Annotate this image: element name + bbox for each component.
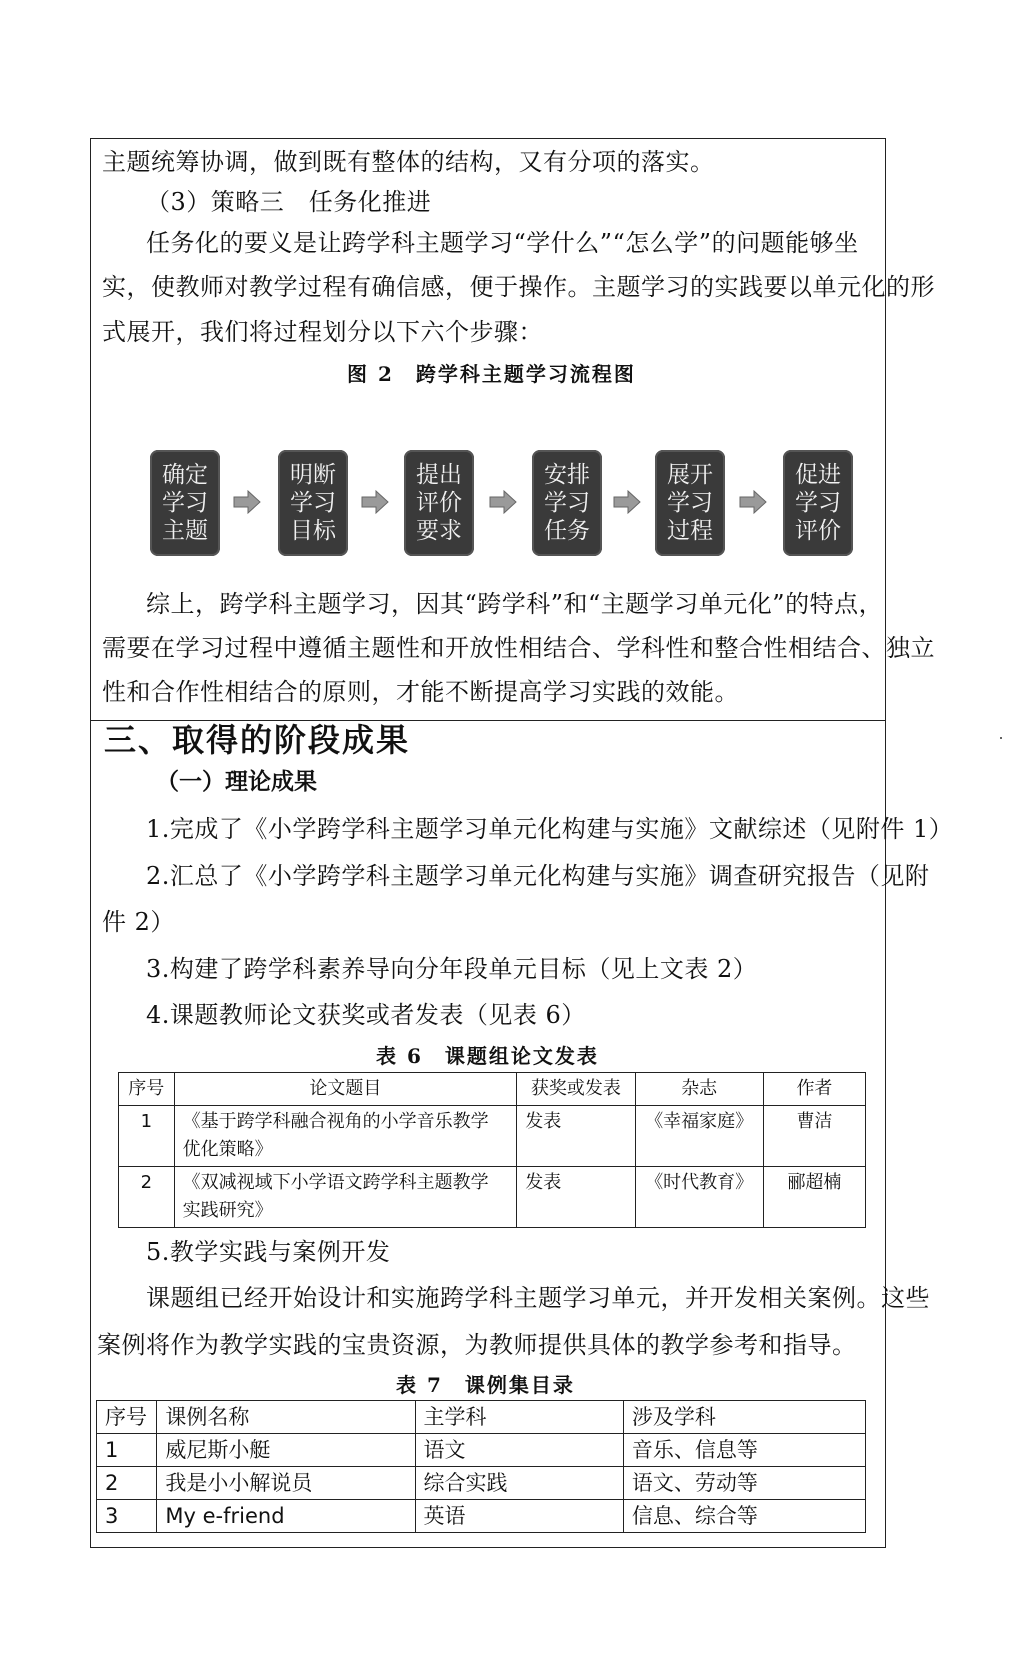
flow-step: 安排 学习 任务 [532,450,602,556]
text-line: 需要在学习过程中遵循主题性和开放性相结合、学科性和整合性相结合、独立 [102,634,935,662]
text-line: 综上，跨学科主题学习，因其“跨学科”和“主题学习单元化”的特点， [146,590,884,618]
figure-caption: 图 2 跨学科主题学习流程图 [347,362,636,386]
list-item: 2.汇总了《小学跨学科主题学习单元化构建与实施》调查研究报告（见附 [146,862,930,890]
text-line: 课题组已经开始设计和实施跨学科主题学习单元，并开发相关案例。这些 [146,1284,930,1312]
arrow-right-icon [360,487,390,517]
practice-heading: 5.教学实践与案例开发 [146,1238,391,1266]
section-heading: 三、取得的阶段成果 [104,721,411,759]
table-row: 2 《双减视域下小学语文跨学科主题教学 实践研究》 发表 《时代教育》 郦超楠 [119,1167,866,1228]
arrow-right-icon [612,487,642,517]
table-row: 1 《基于跨学科融合视角的小学音乐教学 优化策略》 发表 《幸福家庭》 曹洁 [119,1106,866,1167]
arrow-right-icon [488,487,518,517]
list-item: 件 2） [102,908,175,936]
flow-step: 确定 学习 主题 [150,450,220,556]
table-caption: 表 7 课例集目录 [396,1373,575,1397]
table-row: 1 威尼斯小艇 语文 音乐、信息等 [97,1434,866,1467]
list-item: 3.构建了跨学科素养导向分年段单元目标（见上文表 2） [146,955,758,983]
arrow-right-icon [232,487,262,517]
scan-speck [1000,737,1002,739]
list-item: 4.课题教师论文获奖或者发表（见表 6） [146,1001,586,1029]
case-table [96,1400,866,1533]
paper-table [118,1072,866,1228]
table-row: 3 My e-friend 英语 信息、综合等 [97,1500,866,1533]
text-line: 性和合作性相结合的原则，才能不断提高学习实践的效能。 [102,678,739,706]
list-item: 1.完成了《小学跨学科主题学习单元化构建与实施》文献综述（见附件 1） [146,815,954,843]
flow-step: 提出 评价 要求 [404,450,474,556]
flow-step: 促进 学习 评价 [783,450,853,556]
text-line: 案例将作为教学实践的宝贵资源，为教师提供具体的教学参考和指导。 [97,1331,857,1359]
strategy-heading: （3）策略三 任务化推进 [146,188,432,216]
table-row: 2 我是小小解说员 综合实践 语文、劳动等 [97,1467,866,1500]
flow-step: 明断 学习 目标 [278,450,348,556]
table-caption: 表 6 课题组论文发表 [376,1044,599,1068]
text-line: 主题统筹协调，做到既有整体的结构，又有分项的落实。 [102,148,715,176]
table-header-row: 序号 课例名称 主学科 涉及学科 [97,1401,866,1434]
flow-step: 展开 学习 过程 [655,450,725,556]
text-line: 任务化的要义是让跨学科主题学习“学什么”“怎么学”的问题能够坐 [146,229,859,257]
text-line: 实，使教师对教学过程有确信感，便于操作。主题学习的实践要以单元化的形 [102,273,935,301]
arrow-right-icon [738,487,768,517]
text-line: 式展开，我们将过程划分以下六个步骤： [102,318,543,346]
subsection-heading: （一）理论成果 [156,768,317,795]
table-header-row: 序号 论文题目 获奖或发表 杂志 作者 [119,1073,866,1106]
